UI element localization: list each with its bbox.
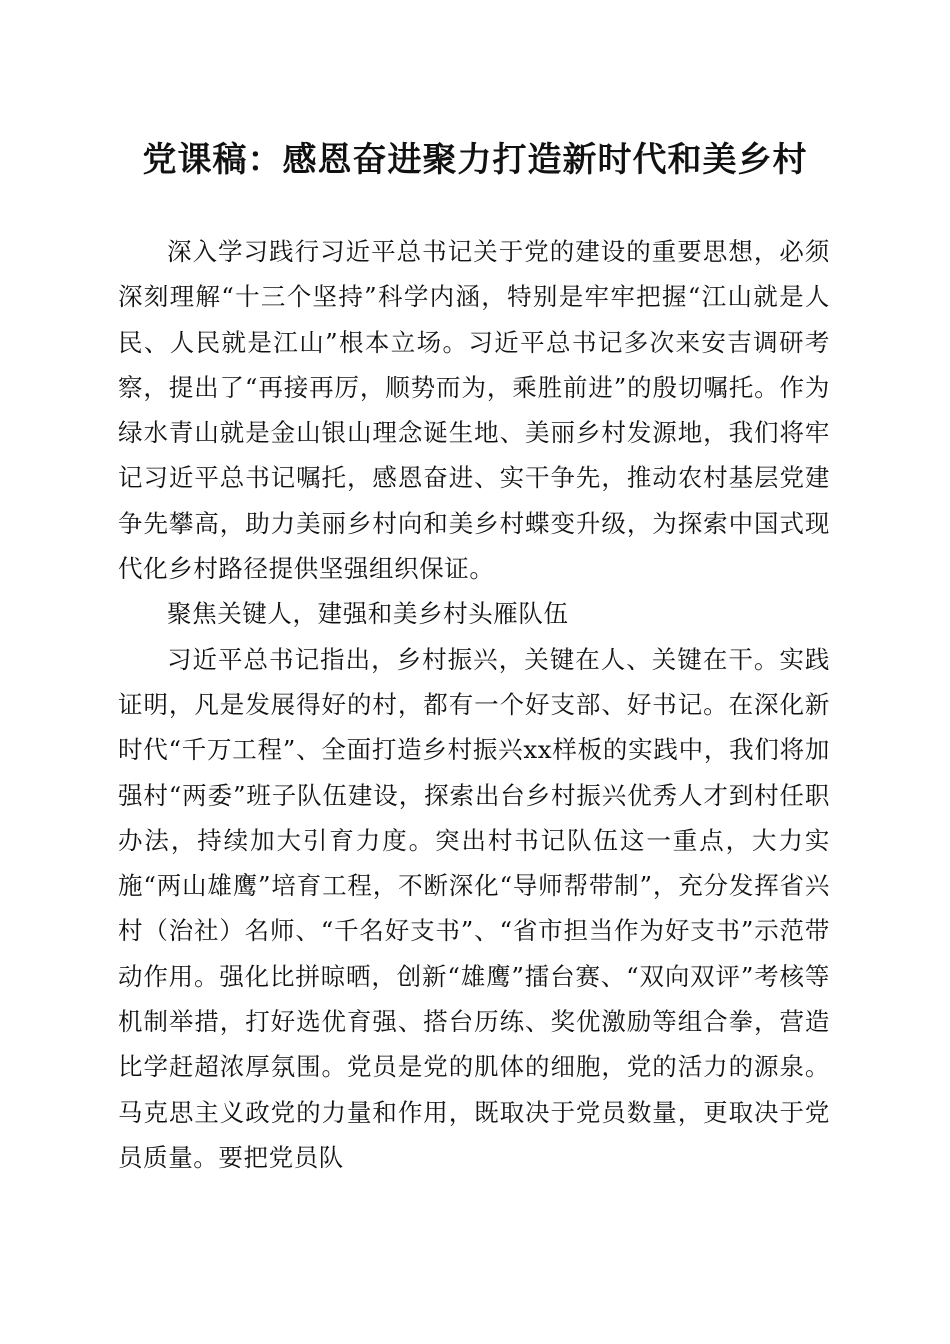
document-title: 党课稿：感恩奋进聚力打造新时代和美乡村 [142, 140, 808, 180]
section-heading: 聚焦关键人，建强和美乡村头雁队伍 [167, 599, 569, 629]
intro-paragraph: 深入学习践行习近平总书记关于党的建设的重要思想，必须深刻理解“十三个坚持”科学内涵，特别是牢牢把握“江山就是人民、人民就是江山”根本立场。习近平总书记多次来安吉调研考察，提出了“再接再厉，顺势而为，乘胜前进”的殷切嘱托。作为绿水青山就是金山银山理念诞生地、美丽乡村发源地，我们将牢记习近平总书记嘱托，感恩奋进、实干争先，推动农村基层党建争先攀高，助力美丽乡村向和美乡村蝶变升级，为探索中国式现代化乡村路径提供坚强组织保证。 [118, 237, 830, 584]
document-body [118, 229, 830, 1180]
section-paragraph: 习近平总书记指出，乡村振兴，关键在人、关键在干。实践证明，凡是发展得好的村，都有一个好支部、好书记。在深化新时代“千万工程”、全面打造乡村振兴xx样板的实践中，我们将加强村“两委”班子队伍建设，探索出台乡村振兴优秀人才到村任职办法，持续加大引育力度。突出村书记队伍这一重点，大力实施“两山雄鹰”培育工程，不断深化“导师帮带制”，充分发挥省兴村（治社）名师、“千名好支书”、“省市担当作为好支书”示范带动作用。强化比拼晾晒，创新“雄鹰”擂台赛、“双向双评”考核等机制举措，打好选优育强、搭台历练、奖优激励等组合拳，营造比学赶超浓厚氛围。党员是党的肌体的细胞，党的活力的源泉。马克思主义政党的力量和作用，既取决于党员数量，更取决于党员质量。要把党员队 [118, 644, 830, 1172]
